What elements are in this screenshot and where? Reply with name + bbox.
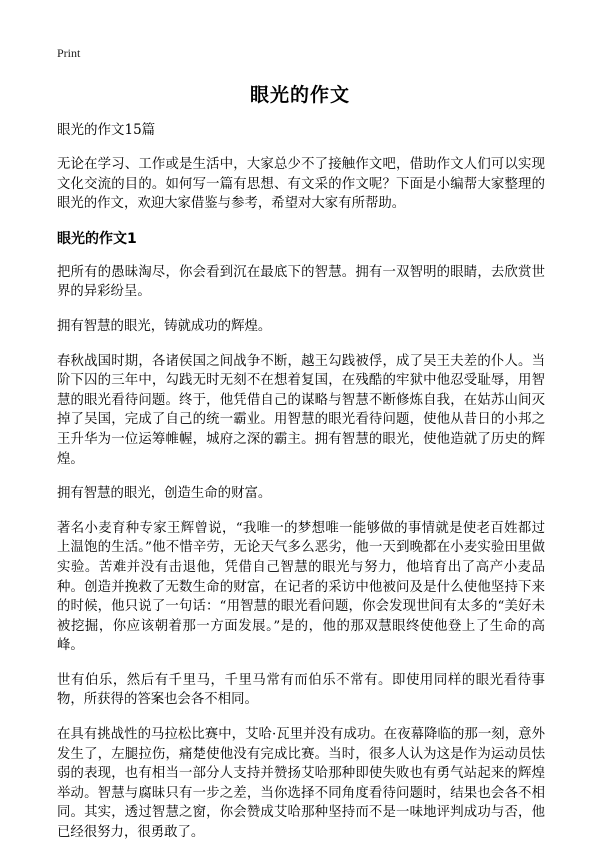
- body-paragraph-6: 世有伯乐，然后有千里马，千里马常有而伯乐不常有。即使用同样的眼光看待事物，所获得的答案也会各不相同。: [57, 672, 545, 708]
- section-heading: 眼光的作文1: [57, 230, 137, 247]
- intro-paragraph: 无论在学习、工作或是生活中，大家总少不了接触作文吧，借助作文人们可以实现文化交流的目的。如何写一篇有思想、有文采的作文呢？下面是小编帮大家整理的眼光的作文，欢迎大家借鉴与参考，希望对大家有所帮助。: [57, 157, 545, 212]
- body-paragraph-4: 拥有智慧的眼光，创造生命的财富。: [57, 486, 272, 502]
- page-title: 眼光的作文: [249, 84, 350, 106]
- article-subtitle: 眼光的作文15篇: [57, 122, 156, 138]
- body-paragraph-5: 著名小麦育种专家王辉曾说，“我唯一的梦想唯一能够做的事情就是使老百姓都过上温饱的生活。”他不惜辛劳，无论天气多么恶劣，他一天到晚都在小麦实验田里做实验。苦难并没有击退他，凭借自己智慧的眼光与努力，他培育出了高产小麦品种。创造并挽救了无数生命的财富，在记者的采访中他被问及是什么使他坚持下来的时候，他只说了一句话：“用智慧的眼光看问题，你会发现世间有太多的“美好未被挖掘，你应该朝着那一方面发展。”是的，他的那双慧眼终使他登上了生命的高峰。: [57, 520, 545, 654]
- body-paragraph-2: 拥有智慧的眼光，铸就成功的辉煌。: [57, 318, 272, 334]
- body-paragraph-3: 春秋战国时期，各诸侯国之间战争不断，越王勾践被俘，成了吴王夫差的仆人。当阶下囚的三年中，勾践无时无刻不在想着复国，在残酷的牢狱中他忍受耻辱，用智慧的眼光看待问题。终于，他凭借自己的谋略与智慧不断修炼自我，在姑苏山间灭掉了吴国，完成了自己的统一霸业。用智慧的眼光看待问题，使他从昔日的小邦之王升华为一位运筹帷幄，城府之深的霸主。拥有智慧的眼光，使他造就了历史的辉煌。: [57, 353, 545, 467]
- article-body: [57, 120, 545, 858]
- body-paragraph-1: 把所有的愚昧淘尽，你会看到沉在最底下的智慧。拥有一双智明的眼睛，去欣赏世界的异彩纷呈。: [57, 264, 545, 300]
- print-link[interactable]: Print: [57, 46, 81, 60]
- body-paragraph-7: 在具有挑战性的马拉松比赛中，艾哈·瓦里并没有成功。在夜幕降临的那一刻，意外发生了，左腿拉伤，痛楚使他没有完成比赛。当时，很多人认为这是作为运动员怯弱的表现，也有相当一部分人支持并赞扬艾哈那种即使失败也有勇气站起来的辉煌举动。智慧与腐昧只有一步之差，当你选择不同角度看待问题时，结果也会各不相同。其实，透过智慧之窗，你会赞成艾哈那种坚持而不是一味地评判成功与否，他已经很努力，很勇敢了。: [57, 727, 545, 841]
